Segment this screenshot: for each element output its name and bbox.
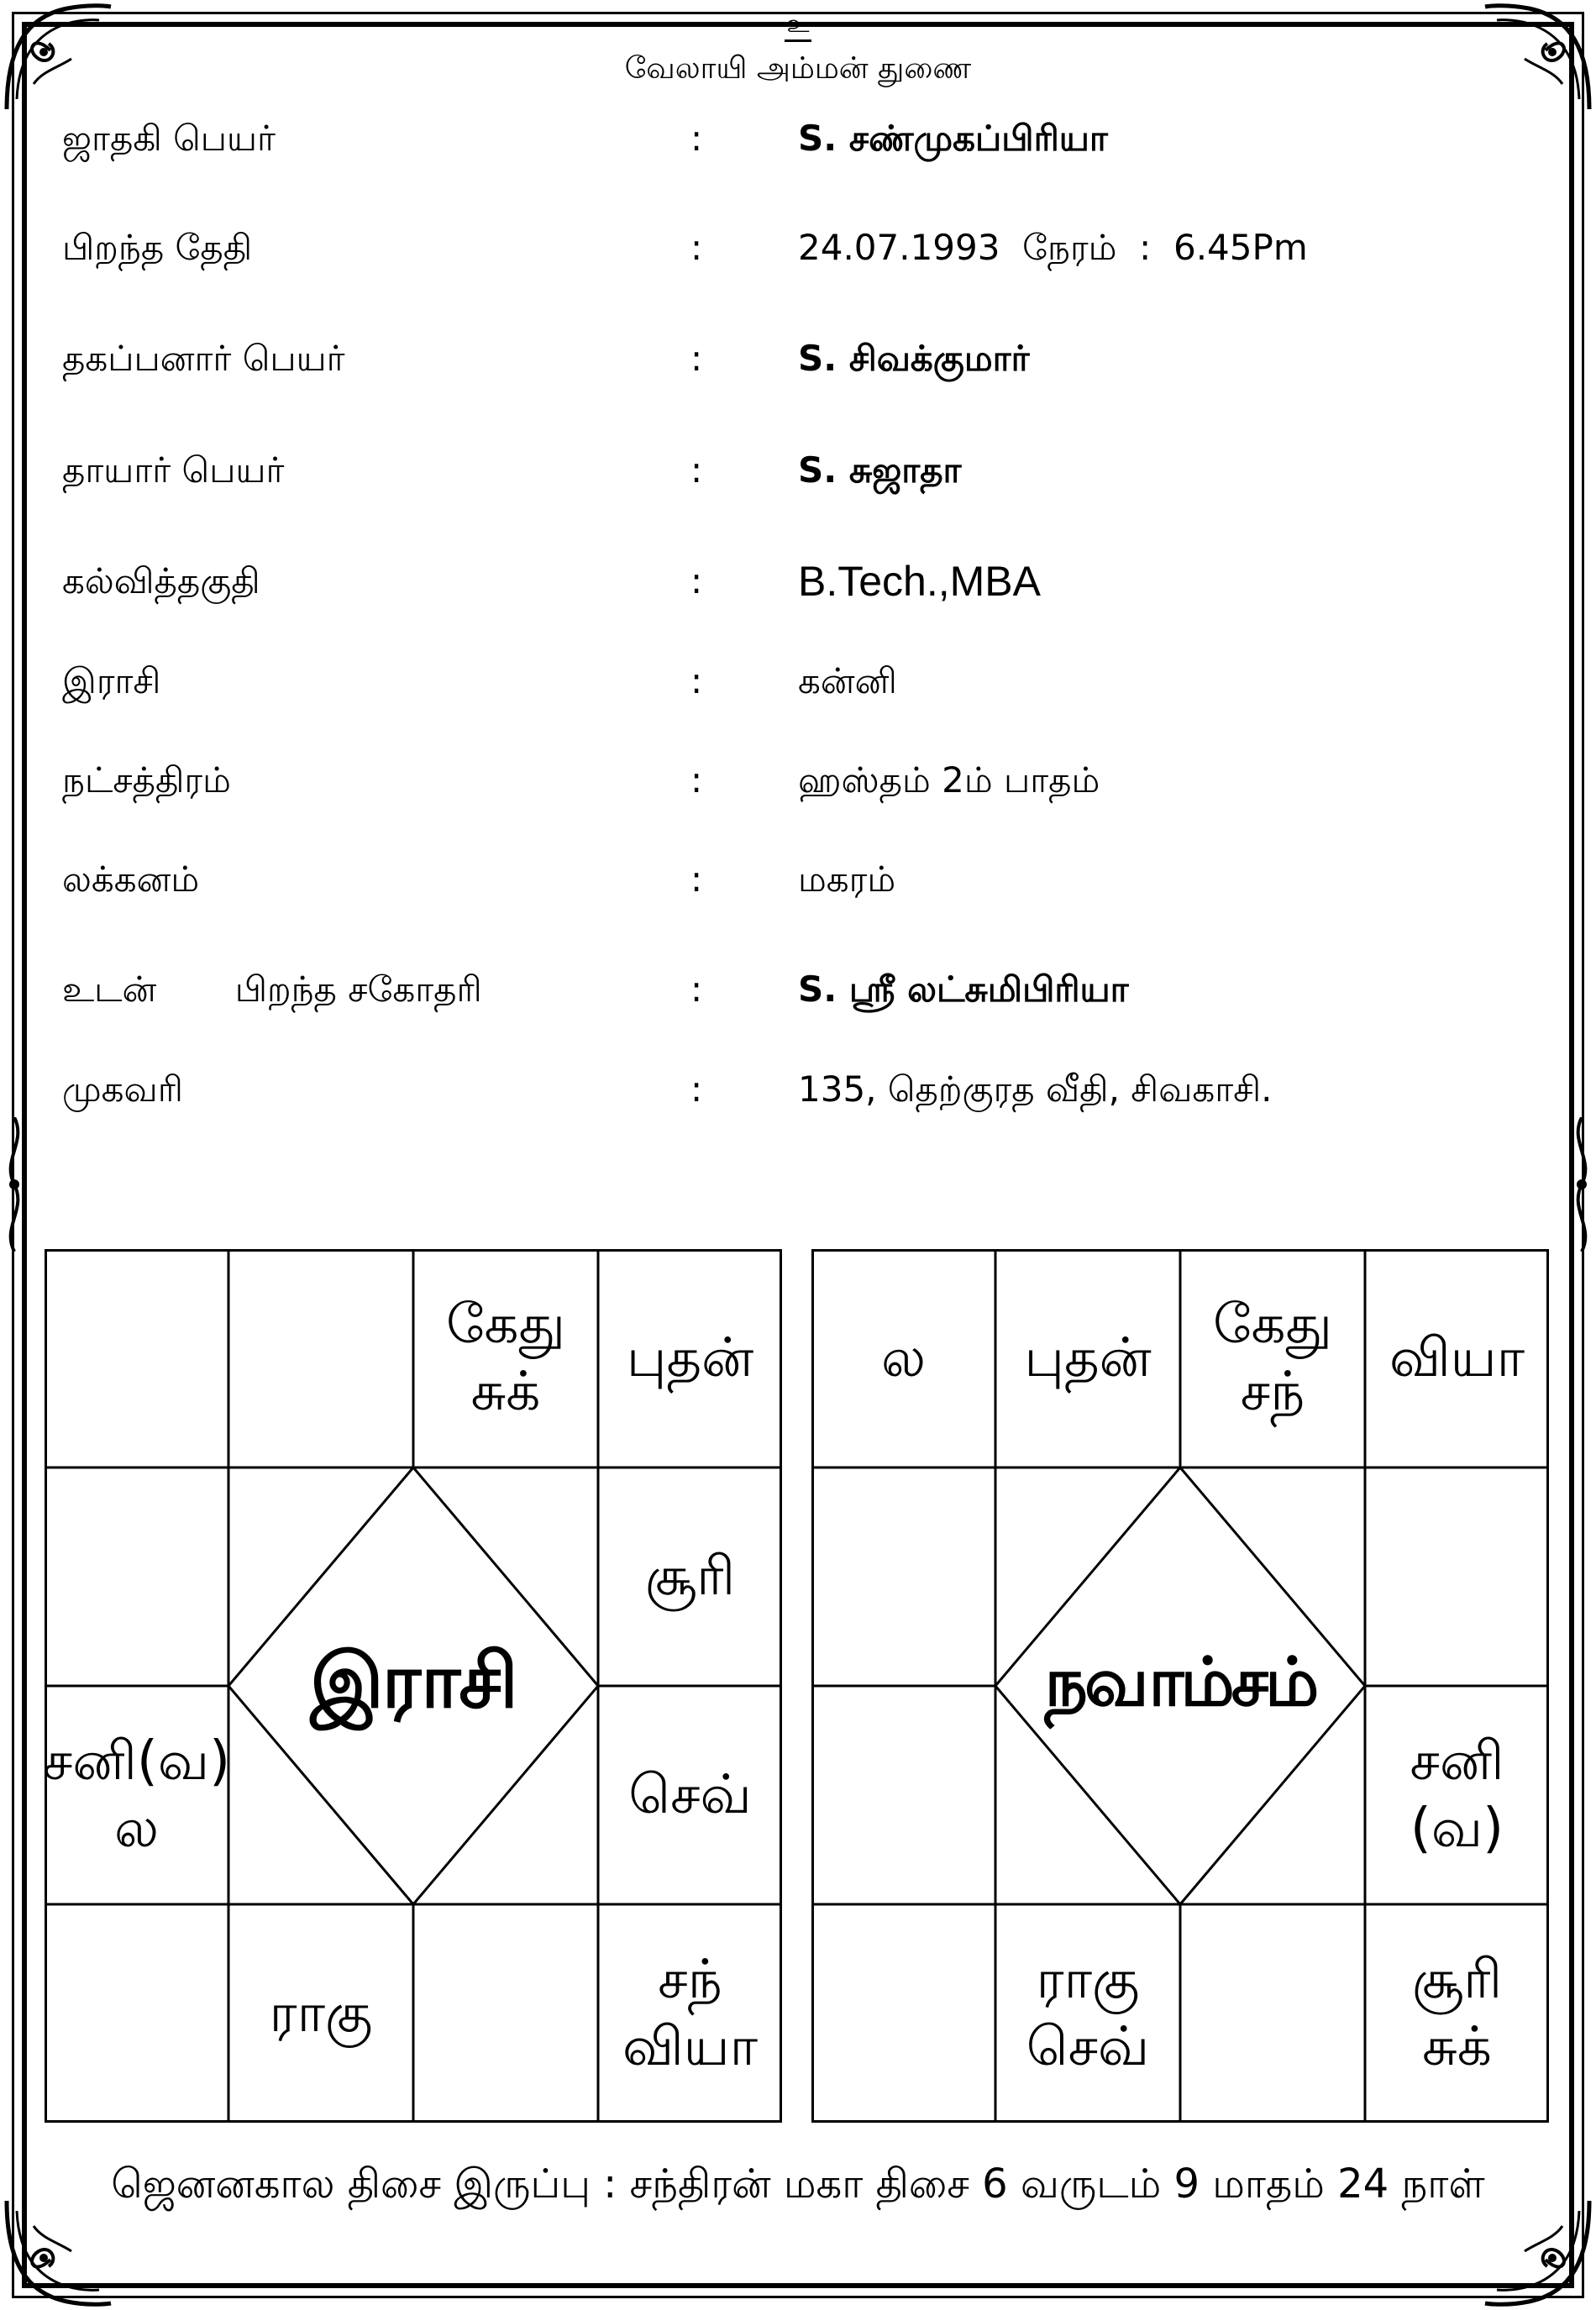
house-line: சுக்: [470, 1361, 541, 1423]
house-line: சுக்: [1422, 2016, 1492, 2078]
navamsa-chart-title: நவாம்சம்: [1044, 1641, 1316, 1721]
detail-value: ஹஸ்தம் 2ம் பாதம்: [798, 759, 1100, 801]
detail-value: B.Tech.,MBA: [798, 558, 1041, 605]
detail-row-lagna: [62, 850, 1541, 909]
detail-value: கன்னி: [798, 660, 897, 701]
rasi-house-libra: [413, 1904, 598, 2123]
house-line: வியா: [622, 2016, 759, 2078]
house-line: ல: [880, 1327, 927, 1389]
detail-label: தகப்பனார் பெயர்: [62, 338, 345, 379]
rasi-house-capricorn: [42, 1686, 231, 1904]
navamsa-house-aries: [995, 1249, 1180, 1467]
detail-colon: :: [690, 118, 703, 159]
detail-colon: :: [690, 227, 703, 268]
detail-colon: :: [690, 560, 703, 601]
house-line: சூரி: [644, 1546, 736, 1608]
rasi-chart-title: இராசி: [310, 1636, 517, 1725]
rasi-house-cancer: [598, 1467, 782, 1686]
navamsa-house-capricorn: [811, 1686, 995, 1904]
navamsa-house-virgo: [1365, 1904, 1549, 2123]
detail-value: S. சிவக்குமார்: [798, 338, 1030, 379]
detail-label: ஜாதகி பெயர்: [62, 118, 276, 159]
navamsa-house-sagittarius: [811, 1904, 995, 2123]
detail-label: முகவரி: [62, 1068, 183, 1110]
house-line: புதன்: [626, 1327, 754, 1389]
house-line: செவ்: [628, 1764, 752, 1826]
detail-colon: :: [690, 858, 703, 900]
detail-label: கல்வித்தகுதி: [62, 560, 260, 601]
detail-colon: :: [690, 1068, 703, 1110]
rasi-house-scorpio: [228, 1904, 413, 2123]
navamsa-house-taurus: [1180, 1249, 1365, 1467]
navamsa-house-libra: [1180, 1904, 1365, 2123]
detail-colon: :: [690, 449, 703, 491]
house-line: சனி: [1410, 1730, 1504, 1793]
rasi-house-taurus: [413, 1249, 598, 1467]
detail-value: 24.07.1993 நேரம் : 6.45Pm: [798, 227, 1308, 268]
blessing-line: வேலாயி அம்மன் துணை: [624, 51, 972, 86]
house-line: சூரி: [1411, 1949, 1503, 2011]
detail-value: S. சுஜாதா: [798, 449, 962, 491]
house-line: ராகு: [269, 1982, 373, 2045]
house-line: செவ்: [1026, 2016, 1150, 2078]
navamsa-house-cancer: [1365, 1467, 1549, 1686]
navamsa-house-scorpio: [995, 1904, 1180, 2123]
detail-row-address: [62, 1060, 1541, 1119]
detail-label: பிறந்த தேதி: [62, 227, 253, 268]
detail-label: லக்கனம்: [62, 858, 200, 900]
rasi-house-pisces: [45, 1249, 228, 1467]
house-line: சந்: [1240, 1361, 1305, 1423]
side-ornament-left: [2, 1117, 27, 1252]
detail-colon: :: [690, 759, 703, 801]
house-line: (வ): [1410, 1798, 1504, 1860]
detail-row-education: [62, 552, 1541, 611]
rasi-house-sagittarius: [45, 1904, 228, 2123]
house-line: புதன்: [1024, 1327, 1152, 1389]
detail-label: உடன் பிறந்த சகோதரி: [62, 969, 482, 1010]
house-line: சனி(வ): [42, 1730, 231, 1793]
house-line: சந்: [658, 1949, 722, 2011]
detail-row-birth-date: [62, 218, 1541, 277]
house-line: கேது: [1213, 1294, 1332, 1356]
detail-value: 135, தெற்குரத வீதி, சிவகாசி.: [798, 1068, 1273, 1110]
house-line: கேது: [446, 1294, 565, 1356]
detail-label: நட்சத்திரம்: [62, 759, 231, 801]
side-ornament-right: [1569, 1117, 1594, 1252]
rasi-house-gemini: [598, 1249, 782, 1467]
detail-label: தாயார் பெயர்: [62, 449, 285, 491]
detail-value: S. சண்முகப்பிரியா: [798, 118, 1108, 159]
rasi-house-aries: [228, 1249, 413, 1467]
rasi-house-virgo: [598, 1904, 782, 2123]
rasi-chart: [42, 1249, 782, 2123]
detail-value: S. ஸ்ரீ லட்சுமிபிரியா: [798, 969, 1129, 1010]
detail-row-rasi: [62, 652, 1541, 711]
detail-row-mother-name: [62, 441, 1541, 500]
detail-label: இராசி: [62, 660, 161, 701]
navamsa-house-aquarius: [811, 1467, 995, 1686]
navamsa-chart: [811, 1249, 1549, 2123]
dasa-balance-line: ஜெனனகால திசை இருப்பு : சந்திரன் மகா திசை 6 வருடம் 9 மாதம் 24 நாள்: [111, 2160, 1485, 2208]
navamsa-house-leo: [1365, 1686, 1549, 1904]
pillaiyar-suzhi-symbol: உ: [0, 10, 1596, 42]
rasi-house-leo: [598, 1686, 782, 1904]
rasi-house-aquarius: [45, 1467, 228, 1686]
detail-colon: :: [690, 338, 703, 379]
house-line: ல: [113, 1798, 160, 1860]
house-line: ராகு: [1036, 1949, 1140, 2011]
detail-row-nakshatra: [62, 751, 1541, 810]
detail-colon: :: [690, 969, 703, 1010]
detail-colon: :: [690, 660, 703, 701]
detail-row-father-name: [62, 329, 1541, 388]
navamsa-house-gemini: [1365, 1249, 1549, 1467]
detail-value: மகரம்: [798, 858, 896, 900]
navamsa-house-pisces: [811, 1249, 995, 1467]
house-line: வியா: [1389, 1327, 1525, 1389]
detail-row-sibling: [62, 960, 1541, 1019]
detail-row-name: [62, 109, 1541, 168]
